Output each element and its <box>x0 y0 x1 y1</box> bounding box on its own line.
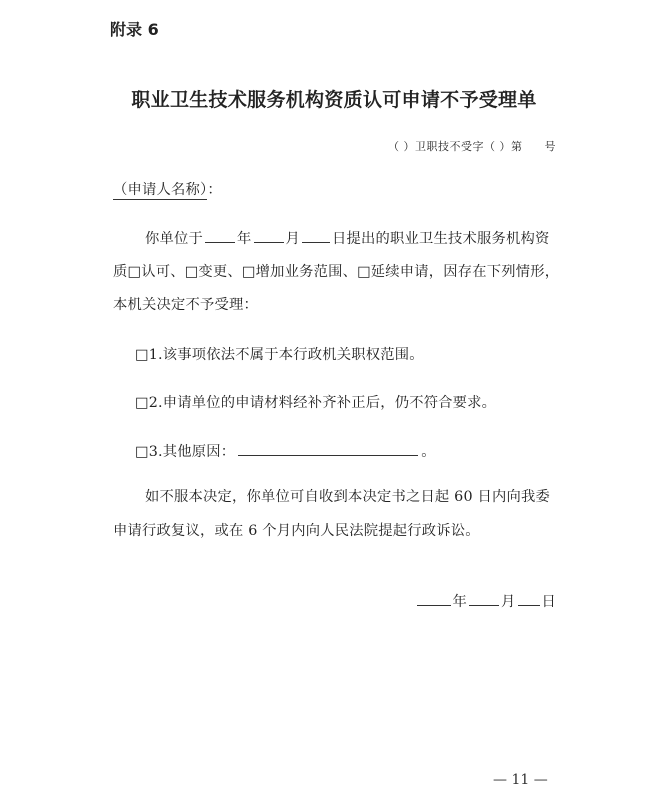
signature-date <box>415 591 557 611</box>
body-line-1 <box>145 228 549 248</box>
addressee-line <box>113 181 222 199</box>
remedy-line-1: 如不服本决定，你单位可自收到本决定书之日起 60 日内向我委 <box>145 489 550 505</box>
date-month-label: 月 <box>501 594 516 610</box>
page-number: — 11 — <box>493 772 548 788</box>
body-line-1-end: 日提出的职业卫生技术服务机构资 <box>332 231 550 247</box>
reason-item-1: □1.该事项依法不属于本行政机关职权范围。 <box>135 347 424 363</box>
year-blank <box>205 228 235 243</box>
body-line-2: 质□认可、□变更、□增加业务范围、□延续申请，因存在下列情形， <box>113 264 560 280</box>
date-year-blank <box>417 591 451 606</box>
reason-item-3-label: □3.其他原因： <box>135 444 236 460</box>
body-line-1-start: 你单位于 <box>145 231 203 247</box>
year-label: 年 <box>237 231 252 247</box>
reason-item-2: □2.申请单位的申请材料经补齐补正后，仍不符合要求。 <box>135 395 497 411</box>
other-reason-blank <box>238 441 418 456</box>
document-title: 职业卫生技术服务机构资质认可申请不予受理单 <box>131 89 537 111</box>
body-line-3: 本机关决定不予受理： <box>113 297 258 313</box>
month-blank <box>254 228 284 243</box>
document-number-suffix: 号 <box>544 140 556 153</box>
month-label: 月 <box>285 231 300 247</box>
date-day-blank <box>518 591 540 606</box>
appendix-label: 附录 6 <box>110 20 159 39</box>
date-year-label: 年 <box>452 594 467 610</box>
document-number <box>388 140 556 154</box>
date-day-label: 日 <box>541 594 556 610</box>
applicant-name-placeholder: （申请人名称） <box>113 182 208 198</box>
date-month-blank <box>469 591 499 606</box>
reason-item-3 <box>135 441 436 461</box>
addressee-colon: ： <box>207 182 222 198</box>
document-number-prefix: （ ）卫职技不受字（ ）第 <box>388 140 523 153</box>
remedy-line-2: 申请行政复议，或在 6 个月内向人民法院提起行政诉讼。 <box>113 523 480 539</box>
reason-item-3-end: 。 <box>421 444 436 460</box>
day-blank <box>302 228 330 243</box>
